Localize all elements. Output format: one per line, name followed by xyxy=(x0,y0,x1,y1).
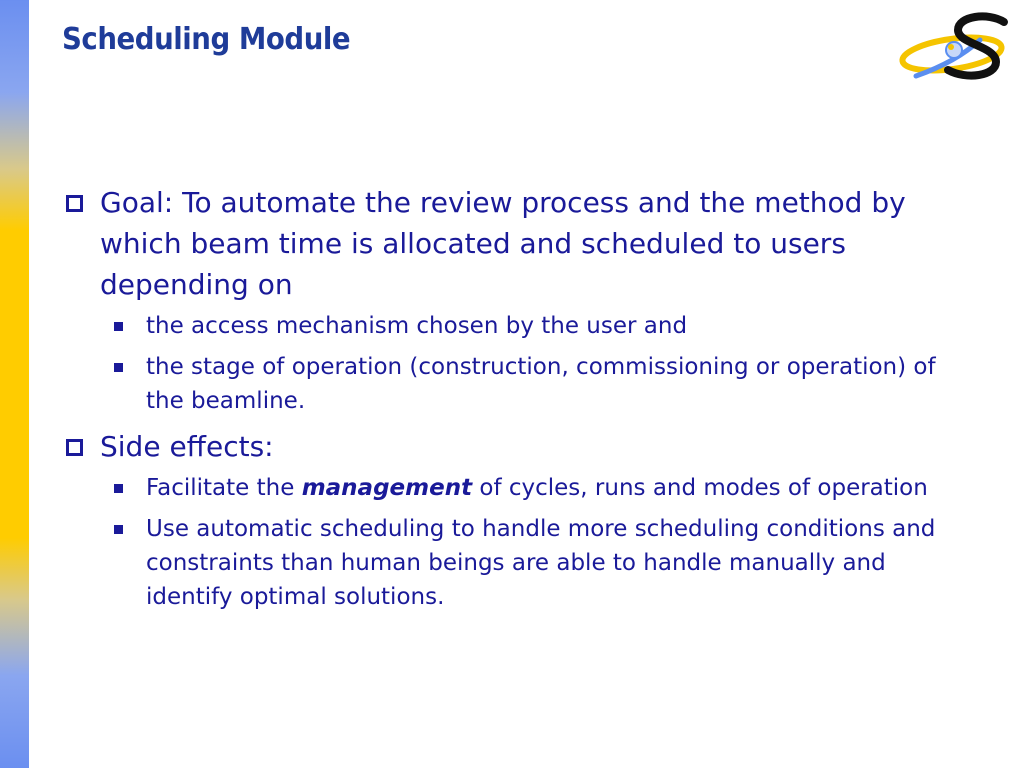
side-effects-sub-list xyxy=(62,471,962,614)
bullet-side-effects-text: Side effects: xyxy=(100,430,274,463)
left-decorative-bar xyxy=(0,0,29,768)
bullet-side-effects xyxy=(62,426,962,467)
sub-bullet-text-pre: Facilitate the xyxy=(146,475,302,501)
filled-square-bullet-icon xyxy=(114,322,123,331)
filled-square-bullet-icon xyxy=(114,363,123,372)
bullet-goal xyxy=(62,182,962,305)
hollow-square-bullet-icon xyxy=(66,195,83,212)
sub-bullet-stage-of-operation xyxy=(62,350,936,418)
bullet-content xyxy=(62,182,962,622)
sub-bullet-emphasis: management xyxy=(301,475,473,501)
sub-bullet-text: the stage of operation (construction, commissioning or operation) of the beamline. xyxy=(146,354,936,414)
hollow-square-bullet-icon xyxy=(66,439,83,456)
sub-bullet-management xyxy=(62,471,936,505)
goal-sub-list xyxy=(62,309,962,418)
sub-bullet-automatic-scheduling xyxy=(62,512,936,614)
sub-bullet-text: Use automatic scheduling to handle more scheduling conditions and constraints than human beings are able to handle manually and identify optimal solutions. xyxy=(146,516,936,610)
sub-bullet-text: the access mechanism chosen by the user and xyxy=(146,313,688,339)
filled-square-bullet-icon xyxy=(114,484,123,493)
bullet-goal-text: Goal: To automate the review process and the method by which beam time is allocated and scheduled to users depending on xyxy=(100,186,906,301)
slide-title: Scheduling Module xyxy=(62,22,351,57)
filled-square-bullet-icon xyxy=(114,525,123,534)
sub-bullet-access-mechanism xyxy=(62,309,936,343)
sub-bullet-text-post: of cycles, runs and modes of operation xyxy=(472,475,928,501)
orbit-s-logo-icon xyxy=(896,10,1014,88)
